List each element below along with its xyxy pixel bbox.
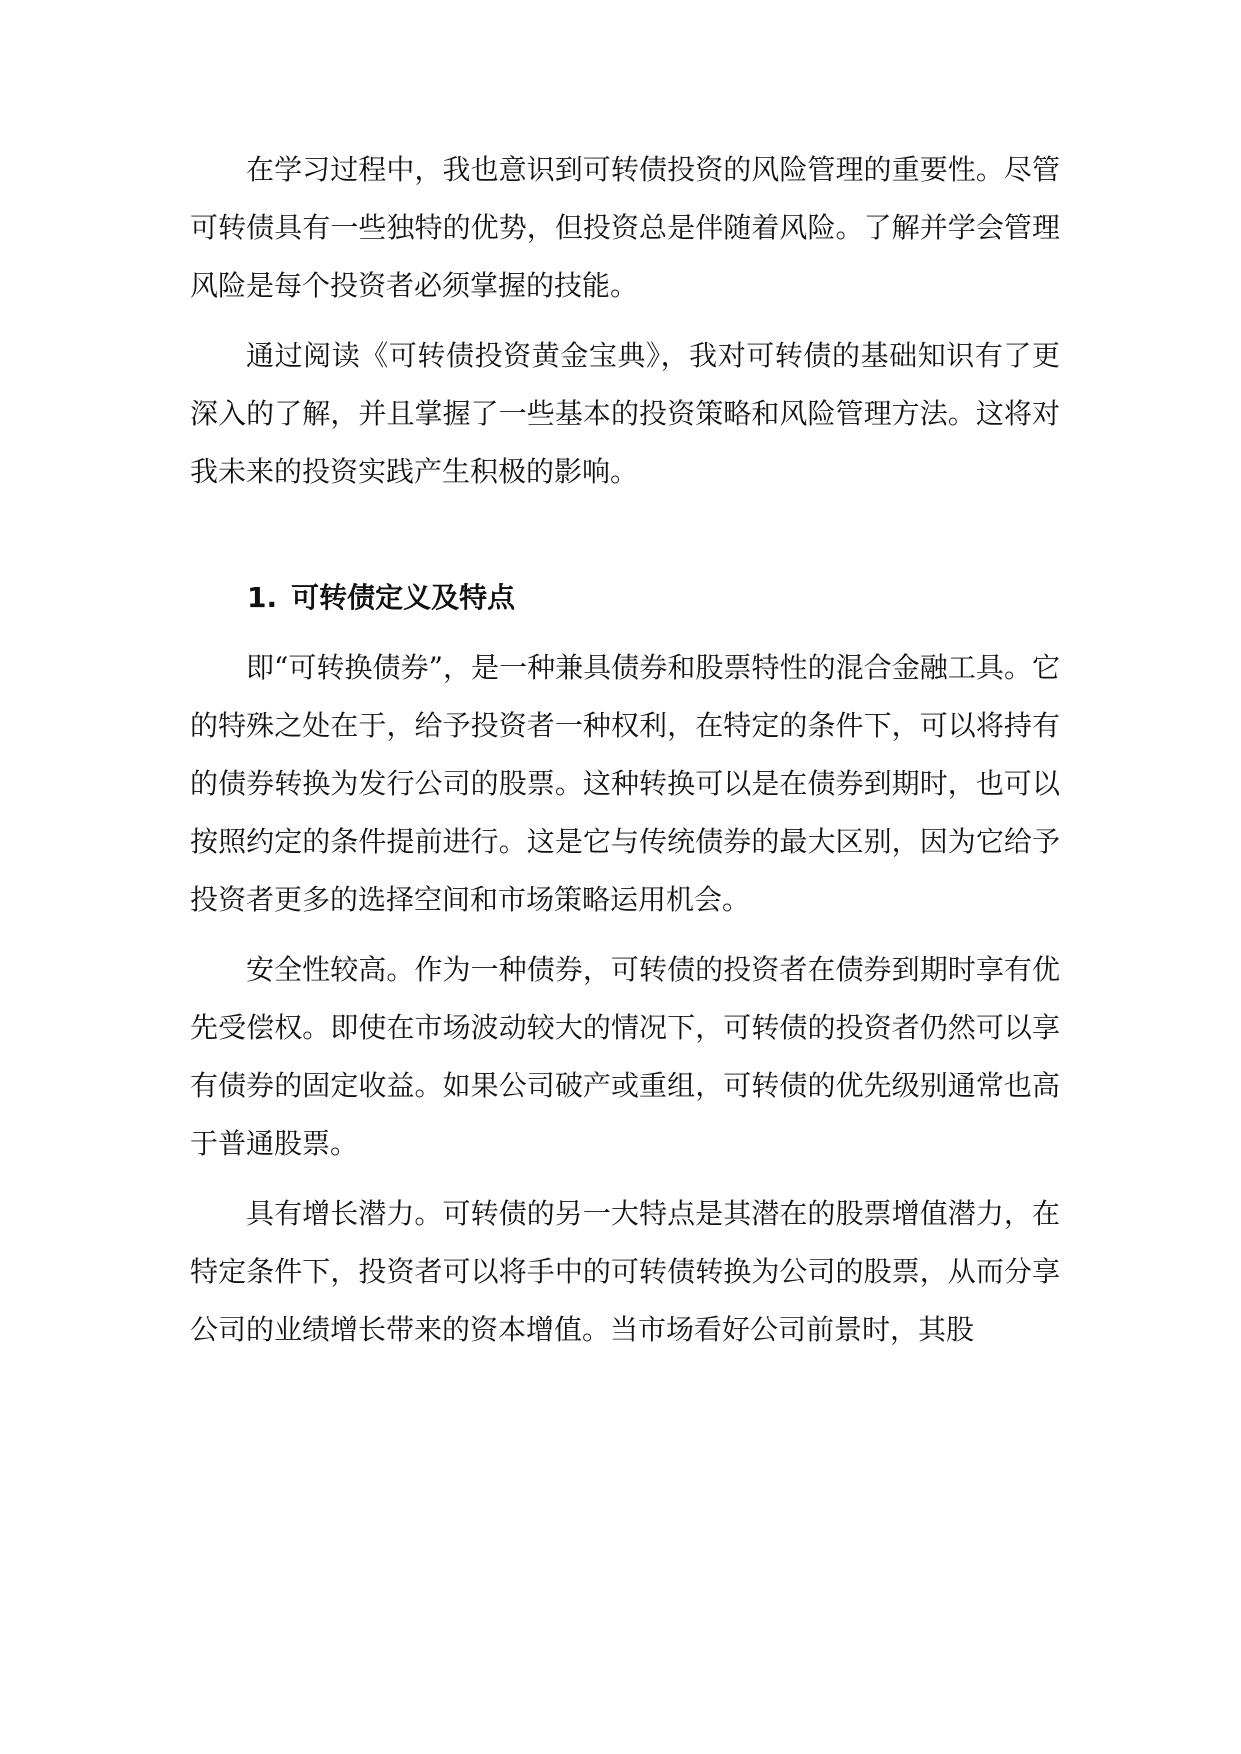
paragraph-safety: 安全性较高。作为一种债券，可转债的投资者在债券到期时享有优先受偿权。即使在市场波动较大的情况下，可转债的投资者仍然可以享有债券的固定收益。如果公司破产或重组，可转债的优先级别通常也高于普通股票。	[190, 953, 1060, 1160]
paragraph-growth-potential: 具有增长潜力。可转债的另一大特点是其潜在的股票增值潜力，在特定条件下，投资者可以将手中的可转债转换为公司的股票，从而分享公司的业绩增长带来的资本增值。当市场看好公司前景时，其股	[190, 1197, 1060, 1346]
document-body	[190, 141, 1060, 1359]
section-number: 1.	[247, 581, 278, 614]
section-title: 可转债定义及特点	[291, 581, 516, 614]
paragraph-definition: 即“可转换债券”，是一种兼具债券和股票特性的混合金融工具。它的特殊之处在于，给予投资者一种权利，在特定的条件下，可以将持有的债券转换为发行公司的股票。这种转换可以是在债券到期时，也可以按照约定的条件提前进行。这是它与传统债券的最大区别，因为它给予投资者更多的选择空间和市场策略运用机会。	[190, 651, 1060, 916]
section-heading	[190, 569, 1060, 627]
paragraph-risk-management: 在学习过程中，我也意识到可转债投资的风险管理的重要性。尽管可转债具有一些独特的优势，但投资总是伴随着风险。了解并学会管理风险是每个投资者必须掌握的技能。	[190, 153, 1060, 302]
paragraph-book-summary: 通过阅读《可转债投资黄金宝典》，我对可转债的基础知识有了更深入的了解，并且掌握了一些基本的投资策略和风险管理方法。这将对我未来的投资实践产生积极的影响。	[190, 339, 1060, 488]
